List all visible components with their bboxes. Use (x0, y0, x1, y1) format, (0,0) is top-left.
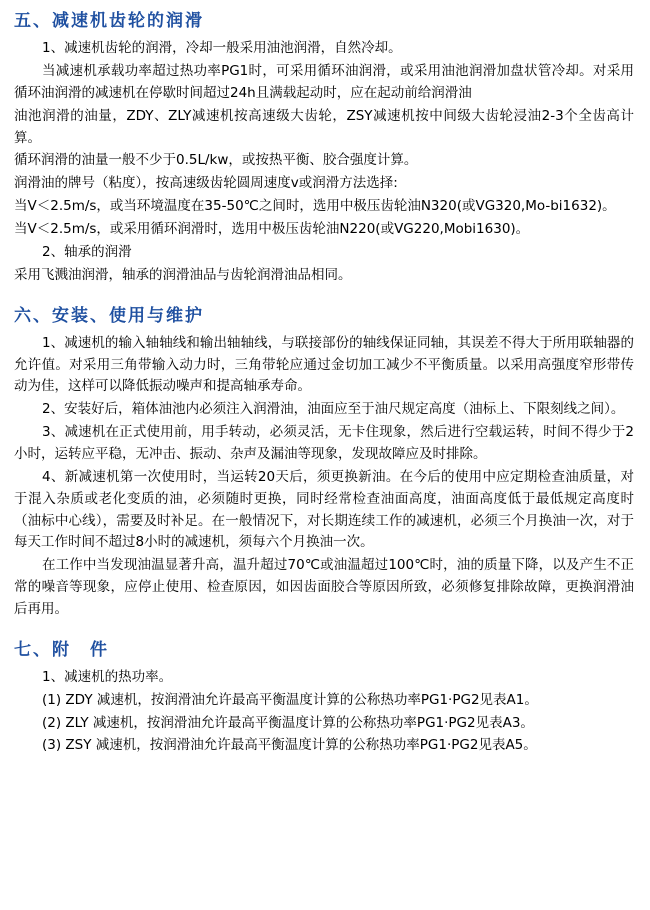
section-five-heading: 五、减速机齿轮的润滑 (14, 11, 204, 31)
paragraph: 1、减速机的热功率。 (42, 668, 173, 685)
paragraph: 当V＜2.5m/s，或当环境温度在35-50℃之间时，选用中极压齿轮油N320(或VG320,Mo-bi1632)。 (14, 198, 616, 215)
section-seven (14, 639, 634, 758)
paragraph: 当减速机承载功率超过热功率PG1时，可采用循环油润滑，或采用油池润滑加盘状管冷却。对采用循环油润滑的减速机在停歇时间超过24h且满载起动时，应在起动前给润滑油 (14, 62, 634, 101)
section-five (14, 10, 634, 287)
paragraph: 2、轴承的润滑 (42, 243, 132, 260)
paragraph: (2) ZLY 减速机，按润滑油允许最高平衡温度计算的公称热功率PG1·PG2见表A3。 (42, 714, 534, 731)
paragraph: 在工作中当发现油温显著升高，温升超过70℃或油温超过100℃时，油的质量下降，以及产生不正常的噪音等现象，应停止使用、检查原因，如因齿面胶合等原因所致，必须修复排除故障，更换润滑油后再用。 (14, 557, 634, 617)
paragraph: 1、减速机的输入轴轴线和输出轴轴线，与联接部份的轴线保证同轴，其误差不得大于所用联轴器的允许值。对采用三角带输入动力时，三角带轮应通过金切加工减少不平衡质量。以采用高强度窄形带传动为佳，这样可以降低振动噪声和提高轴承寿命。 (14, 334, 634, 395)
paragraph: 1、减速机齿轮的润滑，冷却一般采用油池润滑，自然冷却。 (42, 40, 402, 57)
paragraph: 油池润滑的油量，ZDY、ZLY减速机按高速级大齿轮，ZSY减速机按中间级大齿轮浸油2-3个全齿高计算。 (14, 107, 634, 146)
paragraph: 当V＜2.5m/s，或采用循环润滑时，选用中极压齿轮油N220(或VG220,Mobi1630)。 (14, 220, 530, 237)
paragraph: (3) ZSY 减速机，按润滑油允许最高平衡温度计算的公称热功率PG1·PG2见表A5。 (42, 737, 537, 754)
paragraph: 润滑油的牌号（粘度），按高速级齿轮圆周速度v或润滑方法选择: (14, 175, 398, 192)
paragraph: 采用飞溅油润滑，轴承的润滑油品与齿轮润滑油品相同。 (14, 266, 352, 283)
paragraph: 循环润滑的油量一般不少于0.5L/kw，或按热平衡、胶合强度计算。 (14, 152, 418, 169)
paragraph: (1) ZDY 减速机，按润滑油允许最高平衡温度计算的公称热功率PG1·PG2见表A1。 (42, 691, 538, 708)
paragraph: 4、新减速机第一次使用时，当运转20天后，须更换新油。在今后的使用中应定期检查油质量，对于混入杂质或老化变质的油，必须随时更换，同时经常检查油面高度，油面高度低于最低规定高度时（油标中心线），需要及时补足。在一般情况下，对长期连续工作的减速机，必须三个月换油一次，对于每天工作时间不超过8小时的减速机，须每六个月换油一次。 (14, 468, 634, 551)
section-six (14, 305, 634, 621)
paragraph: 2、安装好后，箱体油池内必须注入润滑油，油面应至于油尺规定高度（油标上、下限刻线之间）。 (42, 401, 625, 418)
paragraph: 3、减速机在正式使用前，用手转动，必须灵活，无卡住现象，然后进行空载运转，时间不得少于2小时，运转应平稳，无冲击、振动、杂声及漏油等现象，发现故障应及时排除。 (14, 424, 634, 462)
section-seven-heading: 七、附 件 (14, 639, 109, 660)
section-six-heading: 六、安装、使用与维护 (14, 305, 204, 326)
